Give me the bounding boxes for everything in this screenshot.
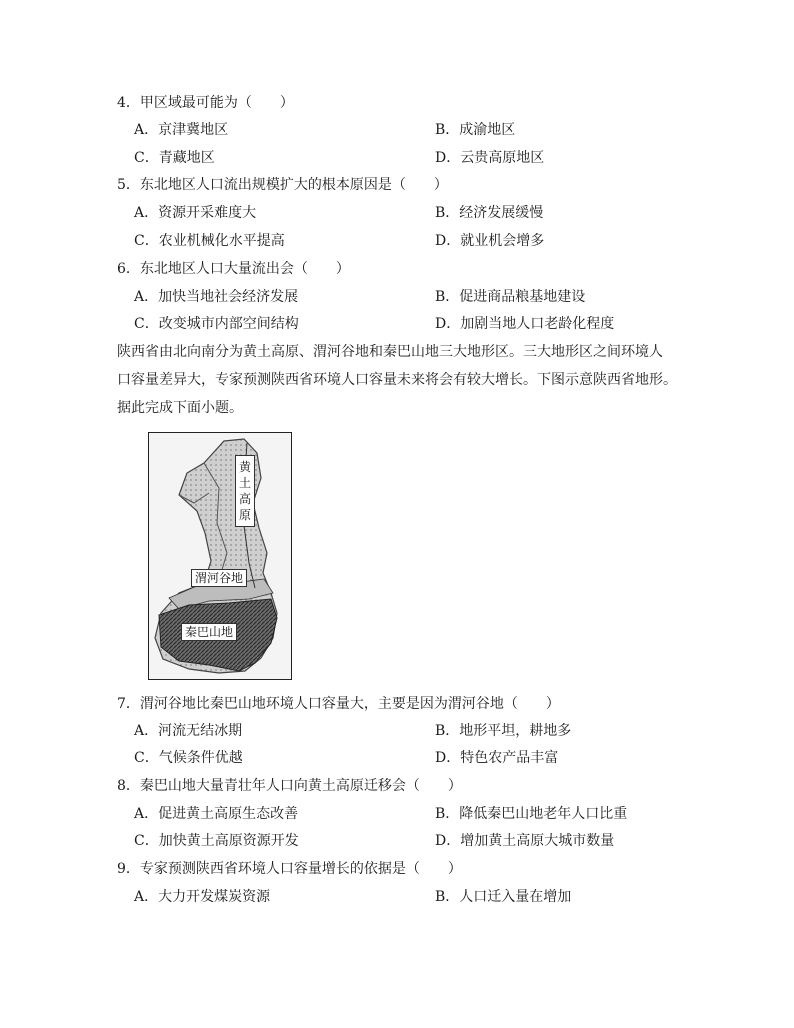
weihe-valley-label: 渭河谷地 [191, 569, 247, 587]
question-4-option-b: B．成渝地区 [435, 122, 516, 138]
question-6-option-d: D．加剧当地人口老龄化程度 [435, 316, 615, 332]
question-4-option-d: D．云贵高原地区 [435, 150, 545, 166]
map-drawing [149, 433, 291, 679]
question-7-option-c: C．气候条件优越 [134, 750, 243, 766]
loess-char-1: 黄 [239, 460, 252, 474]
question-8-stem: 8．秦巴山地大量青壮年人口向黄土高原迁移会（ ） [117, 778, 462, 794]
question-5-stem: 5．东北地区人口流出规模扩大的根本原因是（ ） [117, 177, 448, 193]
question-5-option-c: C．农业机械化水平提高 [134, 233, 285, 249]
loess-char-2: 土 [239, 476, 252, 490]
question-5-option-d: D．就业机会增多 [435, 233, 545, 249]
question-8-option-c: C．加快黄土高原资源开发 [134, 833, 299, 849]
question-4-option-a: A．京津冀地区 [134, 122, 229, 138]
question-7-option-d: D．特色农产品丰富 [435, 750, 559, 766]
question-7-option-a: A．河流无结冰期 [134, 723, 243, 739]
loess-char-4: 原 [239, 508, 252, 522]
question-4-stem: 4．甲区域最可能为（ ） [117, 95, 294, 111]
shaanxi-terrain-map [148, 432, 292, 680]
question-9-stem: 9．专家预测陕西省环境人口容量增长的依据是（ ） [117, 861, 462, 877]
passage-line-3: 据此完成下面小题。 [117, 400, 243, 416]
question-5-option-a: A．资源开采难度大 [134, 205, 257, 221]
question-8-option-d: D．增加黄土高原大城市数量 [435, 833, 615, 849]
loess-plateau-label [235, 455, 255, 527]
qinba-mountains-label: 秦巴山地 [181, 623, 237, 641]
question-4-option-c: C．青藏地区 [134, 150, 215, 166]
loess-char-3: 高 [239, 492, 252, 506]
question-6-option-c: C．改变城市内部空间结构 [134, 316, 299, 332]
question-8-option-a: A．促进黄土高原生态改善 [134, 806, 299, 822]
question-6-option-b: B．促进商品粮基地建设 [435, 289, 586, 305]
passage-line-1: 陕西省由北向南分为黄土高原、渭河谷地和秦巴山地三大地形区。三大地形区之间环境人 [117, 344, 663, 360]
question-6-option-a: A．加快当地社会经济发展 [134, 289, 299, 305]
question-8-option-b: B．降低秦巴山地老年人口比重 [435, 806, 628, 822]
question-9-option-a: A．大力开发煤炭资源 [134, 889, 271, 905]
question-6-stem: 6．东北地区人口大量流出会（ ） [117, 261, 350, 277]
question-7-option-b: B．地形平坦，耕地多 [435, 723, 572, 739]
passage-line-2: 口容量差异大，专家预测陕西省环境人口容量未来将会有较大增长。下图示意陕西省地形。 [117, 372, 677, 388]
question-7-stem: 7．渭河谷地比秦巴山地环境人口容量大，主要是因为渭河谷地（ ） [117, 696, 560, 712]
question-5-option-b: B．经济发展缓慢 [435, 205, 544, 221]
question-9-option-b: B．人口迁入量在增加 [435, 889, 572, 905]
